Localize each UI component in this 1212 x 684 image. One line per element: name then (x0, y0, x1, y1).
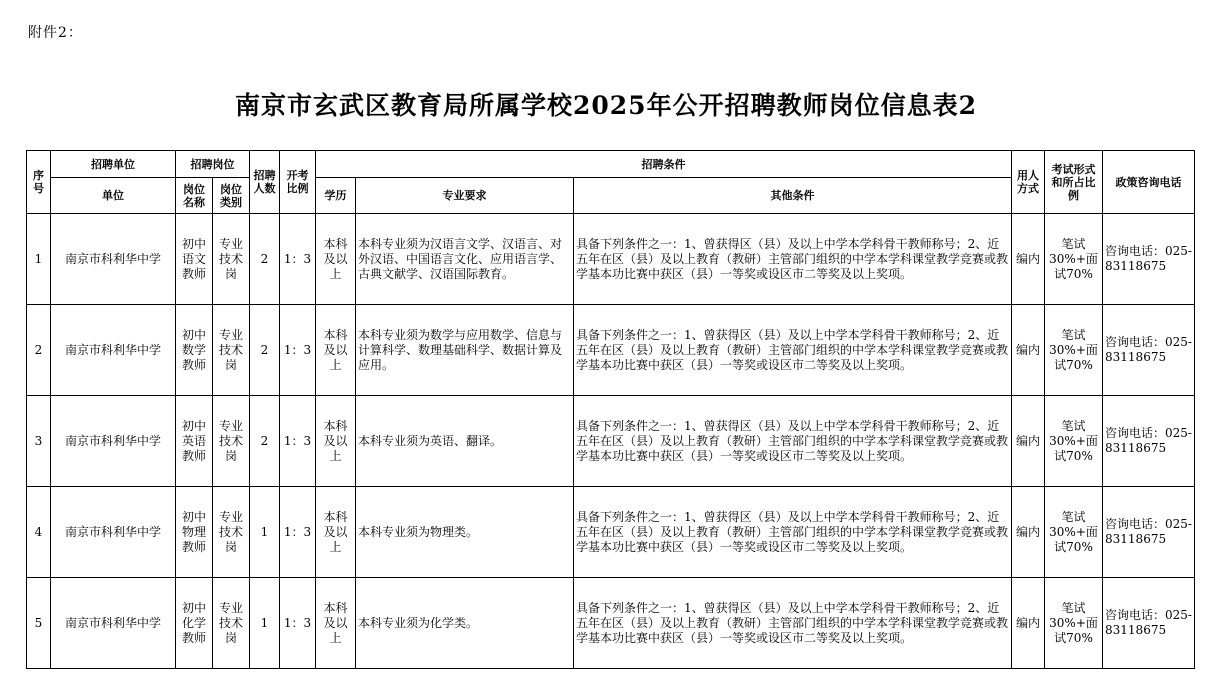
cell-post-name: 初中物理教师 (176, 487, 213, 578)
cell-hire-mode: 编内 (1012, 578, 1045, 669)
cell-consult: 咨询电话：025-83118675 (1103, 305, 1195, 396)
cell-count: 2 (250, 396, 280, 487)
cell-other: 具备下列条件之一：1、曾获得区（县）及以上中学本学科骨干教师称号；2、近五年在区（县）及以上教育（教研）主管部门组织的中学本学科课堂教学竞赛或教学基本功比赛中获区（县）一等奖或设区市二等奖及以上奖项。 (574, 578, 1012, 669)
cell-exam: 笔试30%+面试70% (1045, 396, 1103, 487)
header-unit: 单位 (51, 178, 176, 214)
page-title: 南京市玄武区教育局所属学校2025年公开招聘教师岗位信息表2 (235, 91, 977, 120)
header-post-type: 岗位类别 (213, 178, 250, 214)
cell-other: 具备下列条件之一：1、曾获得区（县）及以上中学本学科骨干教师称号；2、近五年在区（县）及以上教育（教研）主管部门组织的中学本学科课堂教学竞赛或教学基本功比赛中获区（县）一等奖或设区市二等奖及以上奖项。 (574, 396, 1012, 487)
cell-post-name: 初中数学教师 (176, 305, 213, 396)
cell-edu: 本科及以上 (316, 305, 356, 396)
cell-count: 2 (250, 305, 280, 396)
cell-seq: 2 (27, 305, 51, 396)
header-row-1 (27, 151, 1195, 178)
header-post-group: 招聘岗位 (176, 151, 250, 178)
cell-ratio: 1：3 (280, 214, 316, 305)
cell-count: 1 (250, 578, 280, 669)
attachment-label: 附件2： (28, 25, 83, 41)
cell-exam: 笔试30%+面试70% (1045, 305, 1103, 396)
header-consult: 政策咨询电话 (1103, 151, 1195, 214)
cell-post-name: 初中化学教师 (176, 578, 213, 669)
cell-ratio: 1：3 (280, 487, 316, 578)
header-exam: 考试形式和所占比例 (1045, 151, 1103, 214)
table-row (27, 396, 1195, 487)
cell-major: 本科专业须为汉语言文学、汉语言、对外汉语、中国语言文化、应用语言学、古典文献学、汉语国际教育。 (356, 214, 574, 305)
cell-other: 具备下列条件之一：1、曾获得区（县）及以上中学本学科骨干教师称号；2、近五年在区（县）及以上教育（教研）主管部门组织的中学本学科课堂教学竞赛或教学基本功比赛中获区（县）一等奖或设区市二等奖及以上奖项。 (574, 487, 1012, 578)
cell-consult: 咨询电话：025-83118675 (1103, 214, 1195, 305)
cell-count: 2 (250, 214, 280, 305)
header-hire-mode: 用人方式 (1012, 151, 1045, 214)
header-edu: 学历 (316, 178, 356, 214)
cell-post-type: 专业技术岗 (213, 214, 250, 305)
table-row (27, 578, 1195, 669)
cell-count: 1 (250, 487, 280, 578)
table-row (27, 305, 1195, 396)
cell-hire-mode: 编内 (1012, 214, 1045, 305)
header-post-name: 岗位名称 (176, 178, 213, 214)
cell-unit: 南京市科利华中学 (51, 214, 176, 305)
header-cond-group: 招聘条件 (316, 151, 1012, 178)
cell-post-name: 初中语文教师 (176, 214, 213, 305)
cell-consult: 咨询电话：025-83118675 (1103, 396, 1195, 487)
cell-ratio: 1：3 (280, 305, 316, 396)
table-row (27, 214, 1195, 305)
cell-unit: 南京市科利华中学 (51, 396, 176, 487)
table-row (27, 487, 1195, 578)
cell-seq: 4 (27, 487, 51, 578)
cell-unit: 南京市科利华中学 (51, 487, 176, 578)
header-count: 招聘人数 (250, 151, 280, 214)
cell-seq: 3 (27, 396, 51, 487)
cell-edu: 本科及以上 (316, 487, 356, 578)
cell-post-type: 专业技术岗 (213, 578, 250, 669)
header-major: 专业要求 (356, 178, 574, 214)
cell-major: 本科专业须为化学类。 (356, 578, 574, 669)
cell-exam: 笔试30%+面试70% (1045, 578, 1103, 669)
cell-edu: 本科及以上 (316, 214, 356, 305)
cell-exam: 笔试30%+面试70% (1045, 214, 1103, 305)
cell-major: 本科专业须为物理类。 (356, 487, 574, 578)
cell-edu: 本科及以上 (316, 396, 356, 487)
cell-exam: 笔试30%+面试70% (1045, 487, 1103, 578)
header-seq: 序号 (27, 151, 51, 214)
cell-post-type: 专业技术岗 (213, 396, 250, 487)
cell-seq: 1 (27, 214, 51, 305)
cell-consult: 咨询电话：025-83118675 (1103, 487, 1195, 578)
cell-post-name: 初中英语教师 (176, 396, 213, 487)
cell-ratio: 1：3 (280, 396, 316, 487)
cell-other: 具备下列条件之一：1、曾获得区（县）及以上中学本学科骨干教师称号；2、近五年在区（县）及以上教育（教研）主管部门组织的中学本学科课堂教学竞赛或教学基本功比赛中获区（县）一等奖或设区市二等奖及以上奖项。 (574, 214, 1012, 305)
header-other: 其他条件 (574, 178, 1012, 214)
header-ratio: 开考比例 (280, 151, 316, 214)
cell-consult: 咨询电话：025-83118675 (1103, 578, 1195, 669)
cell-edu: 本科及以上 (316, 578, 356, 669)
cell-post-type: 专业技术岗 (213, 305, 250, 396)
cell-hire-mode: 编内 (1012, 396, 1045, 487)
header-unit-group: 招聘单位 (51, 151, 176, 178)
cell-hire-mode: 编内 (1012, 487, 1045, 578)
cell-major: 本科专业须为数学与应用数学、信息与计算科学、数理基础科学、数据计算及应用。 (356, 305, 574, 396)
cell-other: 具备下列条件之一：1、曾获得区（县）及以上中学本学科骨干教师称号；2、近五年在区（县）及以上教育（教研）主管部门组织的中学本学科课堂教学竞赛或教学基本功比赛中获区（县）一等奖或设区市二等奖及以上奖项。 (574, 305, 1012, 396)
recruitment-table (26, 150, 1195, 669)
cell-unit: 南京市科利华中学 (51, 305, 176, 396)
cell-seq: 5 (27, 578, 51, 669)
cell-hire-mode: 编内 (1012, 305, 1045, 396)
cell-major: 本科专业须为英语、翻译。 (356, 396, 574, 487)
cell-post-type: 专业技术岗 (213, 487, 250, 578)
cell-ratio: 1：3 (280, 578, 316, 669)
cell-unit: 南京市科利华中学 (51, 578, 176, 669)
